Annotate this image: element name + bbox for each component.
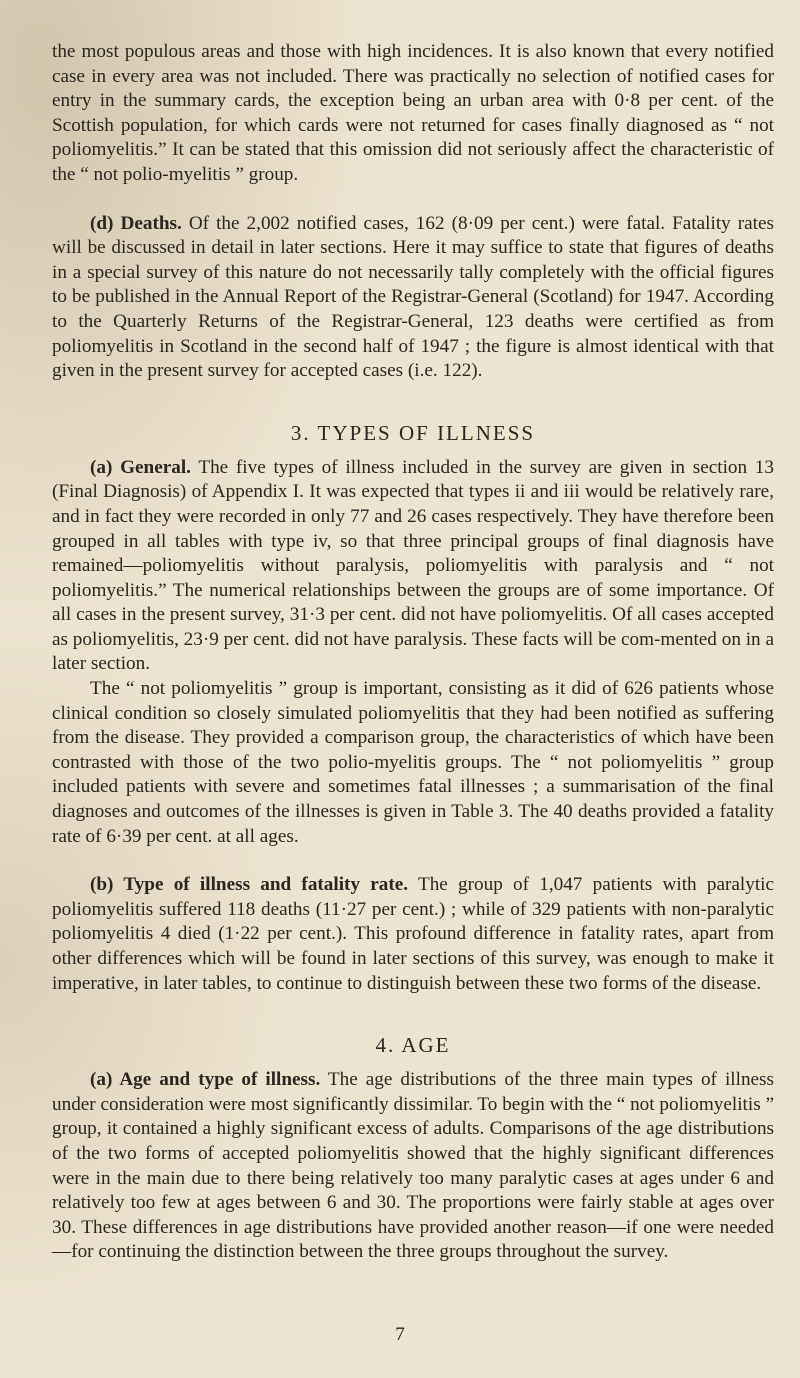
intro-paragraph: the most populous areas and those with high incidences. It is also known that every notified case in every area was not included. There was practically no selection of notified cases for entry in the summary cards, the exception being an urban area with 0·8 per cent. of the Scottish population, for which cards were not returned for cases finally diagnosed as “ not poliomyelitis.” It can be stated that this omission did not seriously affect the characteristic of the “ not polio-myelitis ” group. bbox=[52, 41, 774, 185]
age-text: The age distributions of the three main types of illness under consideration were most significantly dissimilar. To begin with the “ not poliomyelitis ” group, it contained a highly significant excess of adults. Comparisons of the age distributions of the two forms of accepted poliomyelitis showed that the highly significant differences were in the main due to there being relatively too many paralytic cases at ages under 6 and relatively too few at ages between 6 and 30. The proportions were fairly stable at ages over 30. These differences in age distributions have provided another reason—if one were needed—for continuing the distinction between the three groups throughout the survey. bbox=[52, 1069, 774, 1263]
body-text bbox=[52, 40, 774, 1265]
type-fatality-label: (b) Type of illness and fatality rate. bbox=[90, 874, 409, 896]
age-paragraph bbox=[52, 1068, 774, 1265]
deaths-label: (d) Deaths. bbox=[90, 212, 182, 234]
type-fatality-paragraph bbox=[52, 873, 774, 996]
general-label: (a) General. bbox=[90, 456, 191, 478]
general-text: The five types of illness included in the survey are given in section 13 (Final Diagnosis) of Appendix I. It was expected that types ii and iii would be relatively rare, and in fact they were recorded in only 77 and 26 cases respectively. They have therefore been grouped in all tables with type iv, so that three principal groups of final diagnosis have remained—poliomyelitis without paralysis, poliomyelitis with paralysis and “ not poliomyelitis.” The numerical relationships between the groups are of some importance. Of all cases in the present survey, 31·3 per cent. did not have poliomyelitis. Of all cases accepted as poliomyelitis, 23·9 per cent. did not have paralysis. These facts will be com-mented on in a later section. bbox=[52, 456, 774, 675]
page-number: 7 bbox=[395, 1324, 405, 1345]
section-heading-types: 3. TYPES OF ILLNESS bbox=[290, 420, 536, 445]
deaths-text: Of the 2,002 notified cases, 162 (8·09 per cent.) were fatal. Fatality rates will be discussed in detail in later sections. Here it may suffice to state that figures of deaths in a special survey of this nature do not necessarily tally completely with the official figures to be published in the Annual Report of the Registrar-General (Scotland) for 1947. According to the Quarterly Returns of the Registrar-General, 123 deaths were certified as from poliomyelitis in Scotland in the second half of 1947 ; the figure is almost identical with that given in the present survey for accepted cases (i.e. 122). bbox=[52, 212, 774, 382]
section-heading-age: 4. AGE bbox=[375, 1033, 451, 1058]
deaths-paragraph bbox=[52, 212, 774, 384]
not-polio-paragraph: The “ not poliomyelitis ” group is important, consisting as it did of 626 patients whose clinical condition so closely simulated poliomyelitis that they had been notified as suffering from the disease. They provided a comparison group, the characteristics of which have been contrasted with those of the two polio-myelitis groups. The “ not poliomyelitis ” group included patients with severe and sometimes fatal illnesses ; a summarisation of the final diagnoses and outcomes of the illnesses is given in Table 3. The 40 deaths provided a fatality rate of 6·39 per cent. at all ages. bbox=[52, 678, 774, 847]
general-paragraph bbox=[52, 456, 774, 677]
type-fatality-text: The group of 1,047 patients with paralytic poliomyelitis suffered 118 deaths (11·27 per cent.) ; while of 329 patients with non-paralytic poliomyelitis 4 died (1·22 per cent.). This profound difference in fatality rates, apart from other differences which will be found in later sections of this survey, was enough to make it imperative, in later tables, to continue to distinguish between these two forms of the disease. bbox=[52, 874, 774, 994]
age-label: (a) Age and type of illness. bbox=[90, 1069, 321, 1091]
